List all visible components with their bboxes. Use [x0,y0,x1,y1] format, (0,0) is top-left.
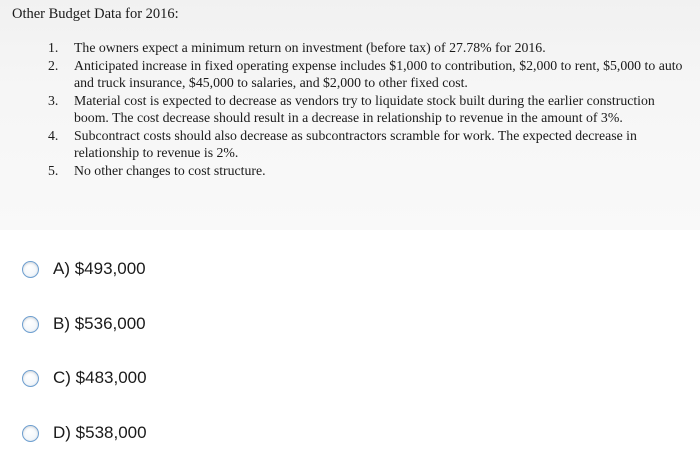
list-item-text: Anticipated increase in fixed operating expense includes $1,000 to contribution, $2,000 to rent, $5,000 to auto and truck insurance, $45,000 to salaries, and $2,000 to other fixed cost. [74,57,683,90]
list-item [48,57,690,92]
list-item [48,162,690,180]
list-item [48,92,690,127]
radio-button-icon[interactable] [22,261,39,278]
answer-option-a[interactable] [22,257,146,281]
budget-items-list [0,39,700,179]
list-item-number: 2. [48,57,59,73]
answer-option-label[interactable]: C) $483,000 [53,368,147,387]
answer-option-label[interactable]: D) $538,000 [53,423,147,442]
answer-option-label[interactable]: B) $536,000 [53,314,146,333]
list-item-number: 1. [48,40,59,55]
answer-option-b[interactable] [22,312,146,336]
radio-button-icon[interactable] [22,425,39,442]
list-item-number: 5. [48,162,59,178]
radio-button-icon[interactable] [22,370,39,387]
list-item-text: Material cost is expected to decrease as vendors try to liquidate stock built during the earlier construction boom. The cost decrease should result in a decrease in relationship to revenue in the amount of 3%. [74,92,655,125]
list-item [48,127,690,162]
list-item [48,39,690,57]
answer-option-label[interactable]: A) $493,000 [53,259,146,278]
answer-option-d[interactable] [22,421,147,445]
list-item-number: 4. [48,127,59,143]
list-item-text: No other changes to cost structure. [74,162,266,178]
radio-button-icon[interactable] [22,316,39,333]
document-title: Other Budget Data for 2016: [12,6,179,22]
list-item-number: 3. [48,92,59,108]
list-item-text: The owners expect a minimum return on investment (before tax) of 27.78% for 2016. [74,40,546,55]
answer-option-c[interactable] [22,366,147,390]
list-item-text: Subcontract costs should also decrease as subcontractors scramble for work. The expected decrease in relationship to revenue is 2%. [74,127,637,160]
